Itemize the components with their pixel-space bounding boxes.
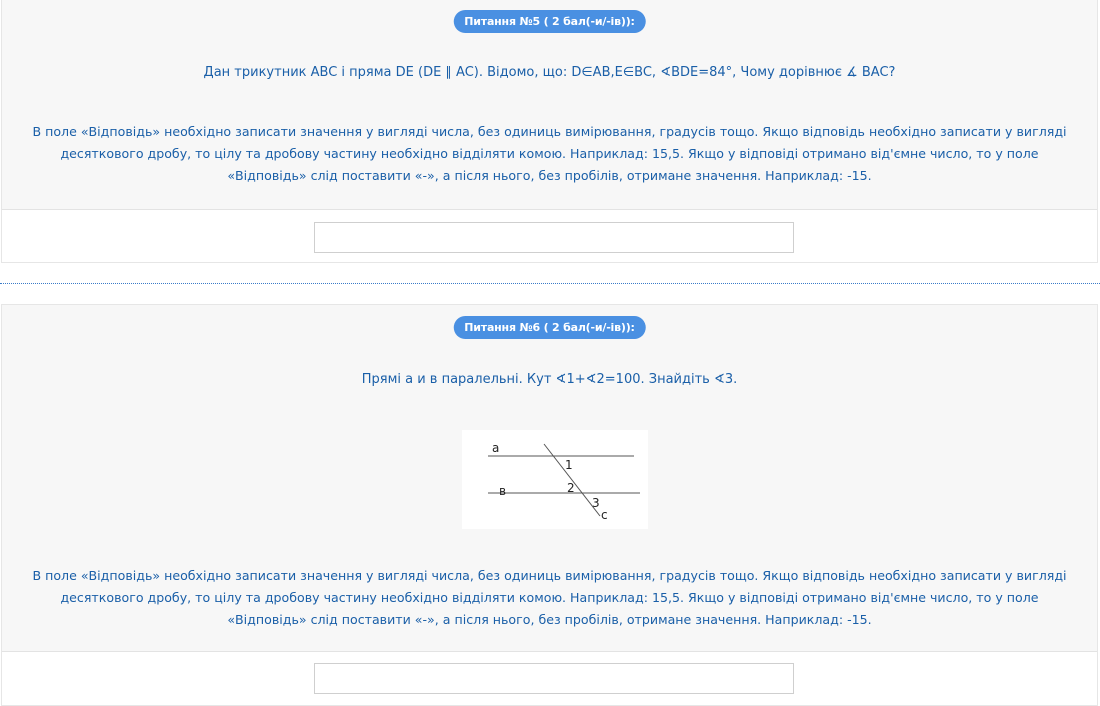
- question-6-body: [2, 305, 1097, 651]
- label-line-c: с: [601, 508, 608, 522]
- label-angle-1: 1: [565, 458, 573, 472]
- question-6-card: [1, 304, 1098, 706]
- label-line-a: а: [492, 441, 500, 455]
- question-5-body: [2, 0, 1097, 209]
- question-5-instructions: В поле «Відповідь» необхідно записати значення у вигляді числа, без одиниць вимірювання, градусів тощо. Якщо відповідь необхідно записати у вигляді десяткового дробу, то цілу та дробову частину необхідно відділяти комою. Наприклад: 15,5. Якщо у відповіді отримано від'ємне число, то у поле «Відповідь» слід поставити «-», а після нього, без пробілів, отримане значення. Наприклад: -15.: [32, 124, 1067, 183]
- question-5-card: [1, 0, 1098, 263]
- question-6-badge: Питання №6 ( 2 бал(-и/-ів)):: [453, 316, 646, 339]
- question-6-text: Прямі а и в паралельні. Кут ∢1+∢2=100. Знайдіть ∢3.: [361, 372, 738, 387]
- question-separator: [0, 283, 1100, 284]
- question-6-instructions: В поле «Відповідь» необхідно записати значення у вигляді числа, без одиниць вимірювання, градусів тощо. Якщо відповідь необхідно записати у вигляді десяткового дробу, то цілу та дробову частину необхідно відділяти комою. Наприклад: 15,5. Якщо у відповіді отримано від'ємне число, то у поле «Відповідь» слід поставити «-», а після нього, без пробілів, отримане значення. Наприклад: -15.: [32, 568, 1067, 627]
- parallel-lines-diagram: [462, 430, 648, 529]
- label-line-b: в: [499, 484, 507, 498]
- parallel-lines-figure: [462, 430, 648, 529]
- question-5-answer-area: [2, 209, 1097, 262]
- question-5-text: Дан трикутник ABC і пряма DE (DE ∥ AC). Відомо, що: D∈AB,E∈BC, ∢BDE=84°, Чому дорівнює ∡ BAC?: [203, 65, 896, 80]
- label-angle-3: 3: [592, 496, 600, 510]
- question-5-answer-input[interactable]: [314, 222, 794, 253]
- question-6-answer-input[interactable]: [314, 663, 794, 694]
- label-angle-2: 2: [567, 481, 575, 495]
- question-5-badge: Питання №5 ( 2 бал(-и/-ів)):: [453, 10, 646, 33]
- question-6-answer-area: [2, 651, 1097, 705]
